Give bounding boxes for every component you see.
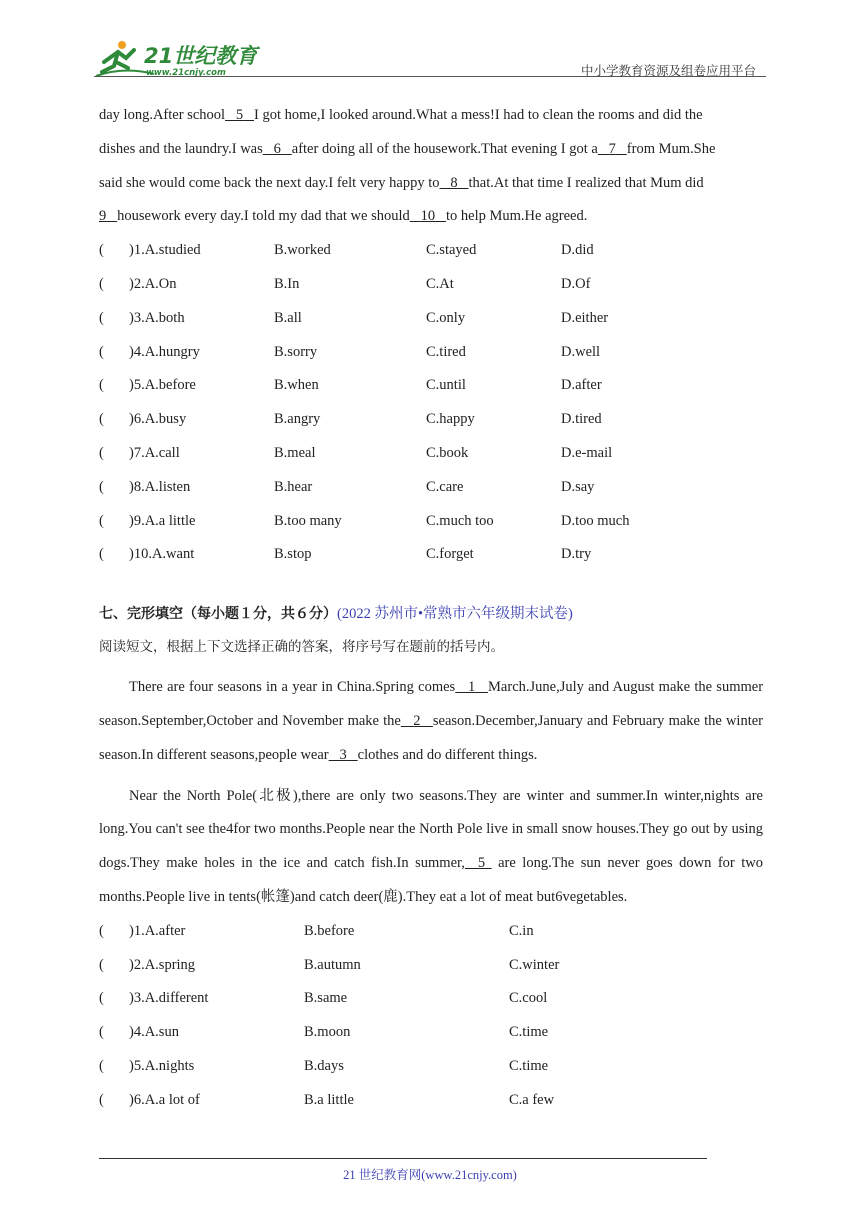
question-row: ( )6.A.a lot of B.a little C.a few xyxy=(99,1091,555,1108)
question-row: ( )4.A.sun B.moon C.time xyxy=(99,1024,549,1041)
question-row: ( )10.A.want B.stop C.forget D.try xyxy=(99,546,592,563)
platform-label: 中小学教育资源及组卷应用平台 xyxy=(580,63,756,78)
passage1-line: said she would come back the next day.I felt very happy to 8 that.At that time I realized that Mum did xyxy=(99,174,704,191)
question-row: ( )2.A.spring B.autumn C.winter xyxy=(99,956,560,973)
passage1-line: dishes and the laundry.I was 6 after doing all of the housework.That evening I got a 7 from Mum.She xyxy=(99,140,716,157)
question-row: ( )6.A.busy B.angry C.happy D.tired xyxy=(99,411,602,428)
blank-10: 10 xyxy=(420,208,436,225)
section-7-source: (2022 苏州市•常熟市六年级期末试卷) xyxy=(337,606,573,623)
blank-5-p2: 5 xyxy=(477,855,486,872)
question-row: ( )2.A.On B.In C.At D.Of xyxy=(99,275,591,292)
question-row: ( )3.A.different B.same C.cool xyxy=(99,990,548,1007)
logo-url: www.21cnjy.com xyxy=(146,68,226,78)
blank-5: 5 xyxy=(235,107,244,123)
question-row: ( )7.A.call B.meal C.book D.e-mail xyxy=(99,444,613,461)
blank-7: 7 xyxy=(608,140,616,157)
page-header xyxy=(94,36,766,80)
page-content xyxy=(99,99,763,1118)
question-row: ( )3.A.both B.all C.only D.either xyxy=(99,309,609,326)
passage1-line: day long.After school 5 I got home,I looked around.What a mess!I had to clean the rooms and did the xyxy=(99,107,703,123)
passage2-paragraph-2: Near the North Pole(北极),there are only two seasons.They are winter and summer.In winter,nights are long.You can't see the4for two months.People near the North Pole live in small snow houses.They go out by using dogs.They make holes in the ice and catch fish.In summer, 5 are long.The sun never goes down for two months.People live in tents(帐篷)and catch deer(鹿).They eat a lot of meat but6vegetables. xyxy=(99,787,763,905)
question-row: ( )5.A.nights B.days C.time xyxy=(99,1057,549,1074)
logo-text: 21世纪教育 xyxy=(144,44,258,68)
blank-9: 9 xyxy=(99,208,107,225)
blank-6: 6 xyxy=(273,140,281,157)
question-row: ( )9.A.a little B.too many C.much too D.too much xyxy=(99,512,630,529)
question-row: ( )5.A.before B.when C.until D.after xyxy=(99,377,602,394)
passage1-line: 9 housework every day.I told my dad that we should 10 to help Mum.He agreed. xyxy=(99,208,588,225)
footer-divider xyxy=(99,1158,707,1159)
header-divider xyxy=(94,76,766,77)
blank-2: 2 xyxy=(413,712,421,729)
page-footer: 21 世纪教育网(www.21cnjy.com) xyxy=(343,1168,517,1182)
question-row: ( )1.A.after B.before C.in xyxy=(99,922,534,939)
question-list-1 xyxy=(99,234,763,572)
logo-21cnjy xyxy=(94,36,264,80)
blank-8: 8 xyxy=(450,174,458,191)
question-list-2 xyxy=(99,915,763,1118)
question-row: ( )1.A.studied B.worked C.stayed D.did xyxy=(99,242,594,259)
question-row: ( )4.A.hungry B.sorry C.tired D.well xyxy=(99,343,601,360)
section-7-title: 七、完形填空（每小题１分，共６分）(2022 苏州市•常熟市六年级期末试卷) xyxy=(99,606,573,623)
blank-3: 3 xyxy=(339,746,347,763)
passage2-paragraph-1: There are four seasons in a year in China.Spring comes 1 March.June,July and August make the summer season.September,October and November make the 2 season.December,January and February make the winter season.In different seasons,people wear 3 clothes and do different things. xyxy=(99,679,764,763)
question-row: ( )8.A.listen B.hear C.care D.say xyxy=(99,478,595,495)
blank-1: 1 xyxy=(468,679,476,696)
section-7-instruction: 阅读短文，根据上下文选择正确的答案，将序号写在题前的括号内。 xyxy=(99,639,504,656)
